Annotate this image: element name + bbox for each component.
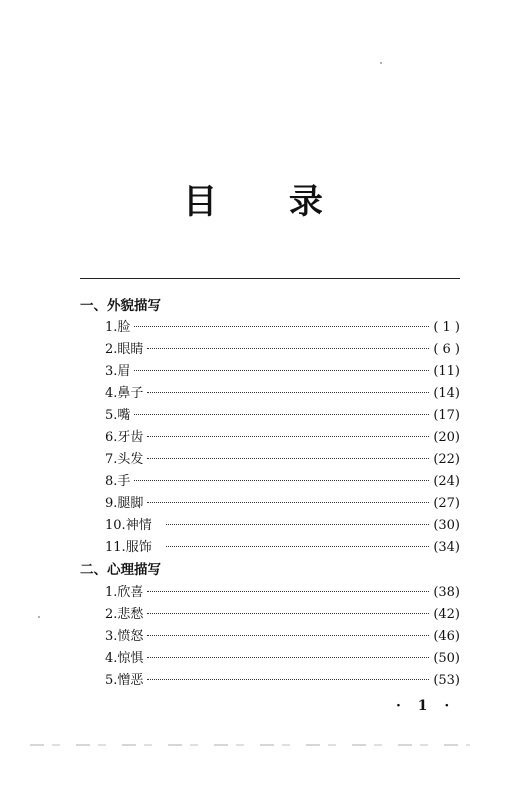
entry-label: 手: [117, 474, 131, 489]
entry-page: (20): [433, 430, 460, 445]
entry-label: 脸: [117, 320, 131, 335]
entry-number: 8.: [105, 474, 118, 489]
toc-entry[interactable]: [105, 383, 460, 405]
entry-number: 11.: [105, 540, 126, 555]
dot-leader: [147, 458, 429, 459]
entry-page: (34): [433, 540, 460, 555]
toc-entry[interactable]: [105, 582, 460, 604]
scan-artifact-line: [30, 744, 470, 746]
entry-number: 4.: [105, 651, 118, 666]
entry-label: 惊惧: [117, 651, 144, 666]
toc-entry[interactable]: [105, 626, 460, 648]
entry-label: 眼睛: [117, 342, 144, 357]
dot-leader: [166, 546, 430, 547]
entry-page: (46): [433, 629, 460, 644]
entry-page: (30): [433, 518, 460, 533]
entry-number: 7.: [105, 452, 118, 467]
dot-leader: [147, 613, 429, 614]
toc-entry[interactable]: [105, 515, 460, 537]
toc-entry[interactable]: [105, 648, 460, 670]
entry-page: (38): [433, 585, 460, 600]
dot-leader: [147, 635, 429, 636]
toc-entry[interactable]: [105, 427, 460, 449]
entry-label: 牙齿: [117, 430, 144, 445]
entry-number: 2.: [105, 342, 118, 357]
dot-leader: [134, 370, 429, 371]
entry-number: 3.: [105, 364, 118, 379]
entry-number: 3.: [105, 629, 118, 644]
toc-entry[interactable]: [105, 449, 460, 471]
section-heading-appearance: 一、外貌描写: [80, 298, 161, 314]
entry-label: 腿脚: [117, 496, 144, 511]
toc-entry[interactable]: [105, 405, 460, 427]
toc-entry[interactable]: [105, 670, 460, 692]
entry-page: (14): [433, 386, 460, 401]
section-heading-psychology: 二、心理描写: [80, 562, 161, 578]
entry-number: 5.: [105, 408, 118, 423]
entry-page: ( 6 ): [433, 342, 460, 357]
dot-leader: [147, 348, 429, 349]
dot-leader: [147, 591, 429, 592]
dot-leader: [147, 436, 429, 437]
dot-leader: [134, 326, 429, 327]
entry-number: 2.: [105, 607, 118, 622]
entry-label: 神情: [125, 518, 152, 533]
entry-label: 愤怒: [117, 629, 144, 644]
scan-speck: [38, 616, 40, 618]
entry-label: 服饰: [125, 540, 152, 555]
entry-number: 9.: [105, 496, 118, 511]
dot-leader: [147, 392, 429, 393]
dot-leader: [134, 414, 429, 415]
entry-label: 头发: [117, 452, 144, 467]
dot-leader: [134, 480, 429, 481]
toc-entry[interactable]: [105, 361, 460, 383]
entry-number: 5.: [105, 673, 118, 688]
entry-page: (17): [433, 408, 460, 423]
scan-speck: [380, 62, 382, 64]
entry-number: 6.: [105, 430, 118, 445]
title-divider: [80, 278, 460, 279]
toc-entry[interactable]: [105, 537, 460, 559]
page-number: · 1 ·: [396, 698, 456, 714]
entry-page: (50): [433, 651, 460, 666]
entry-page: ( 1 ): [433, 320, 460, 335]
entry-label: 悲愁: [117, 607, 144, 622]
entry-page: (22): [433, 452, 460, 467]
entry-number: 1.: [105, 320, 118, 335]
toc-entry[interactable]: [105, 339, 460, 361]
toc-entry[interactable]: [105, 493, 460, 515]
entry-page: (11): [433, 364, 460, 379]
entry-label: 眉: [117, 364, 131, 379]
dot-leader: [147, 657, 429, 658]
dot-leader: [166, 524, 430, 525]
entry-number: 4.: [105, 386, 118, 401]
toc-entry[interactable]: [105, 317, 460, 339]
entry-page: (53): [433, 673, 460, 688]
toc-entry[interactable]: [105, 604, 460, 626]
dot-leader: [147, 679, 429, 680]
entry-page: (24): [433, 474, 460, 489]
toc-entry[interactable]: [105, 471, 460, 493]
entry-page: (27): [433, 496, 460, 511]
entry-number: 1.: [105, 585, 118, 600]
entry-label: 欣喜: [117, 585, 144, 600]
entry-label: 憎恶: [117, 673, 144, 688]
entry-number: 10.: [105, 518, 126, 533]
page-title: 目 录: [183, 182, 353, 222]
entry-label: 嘴: [117, 408, 131, 423]
entry-page: (42): [433, 607, 460, 622]
dot-leader: [147, 502, 429, 503]
entry-label: 鼻子: [117, 386, 144, 401]
